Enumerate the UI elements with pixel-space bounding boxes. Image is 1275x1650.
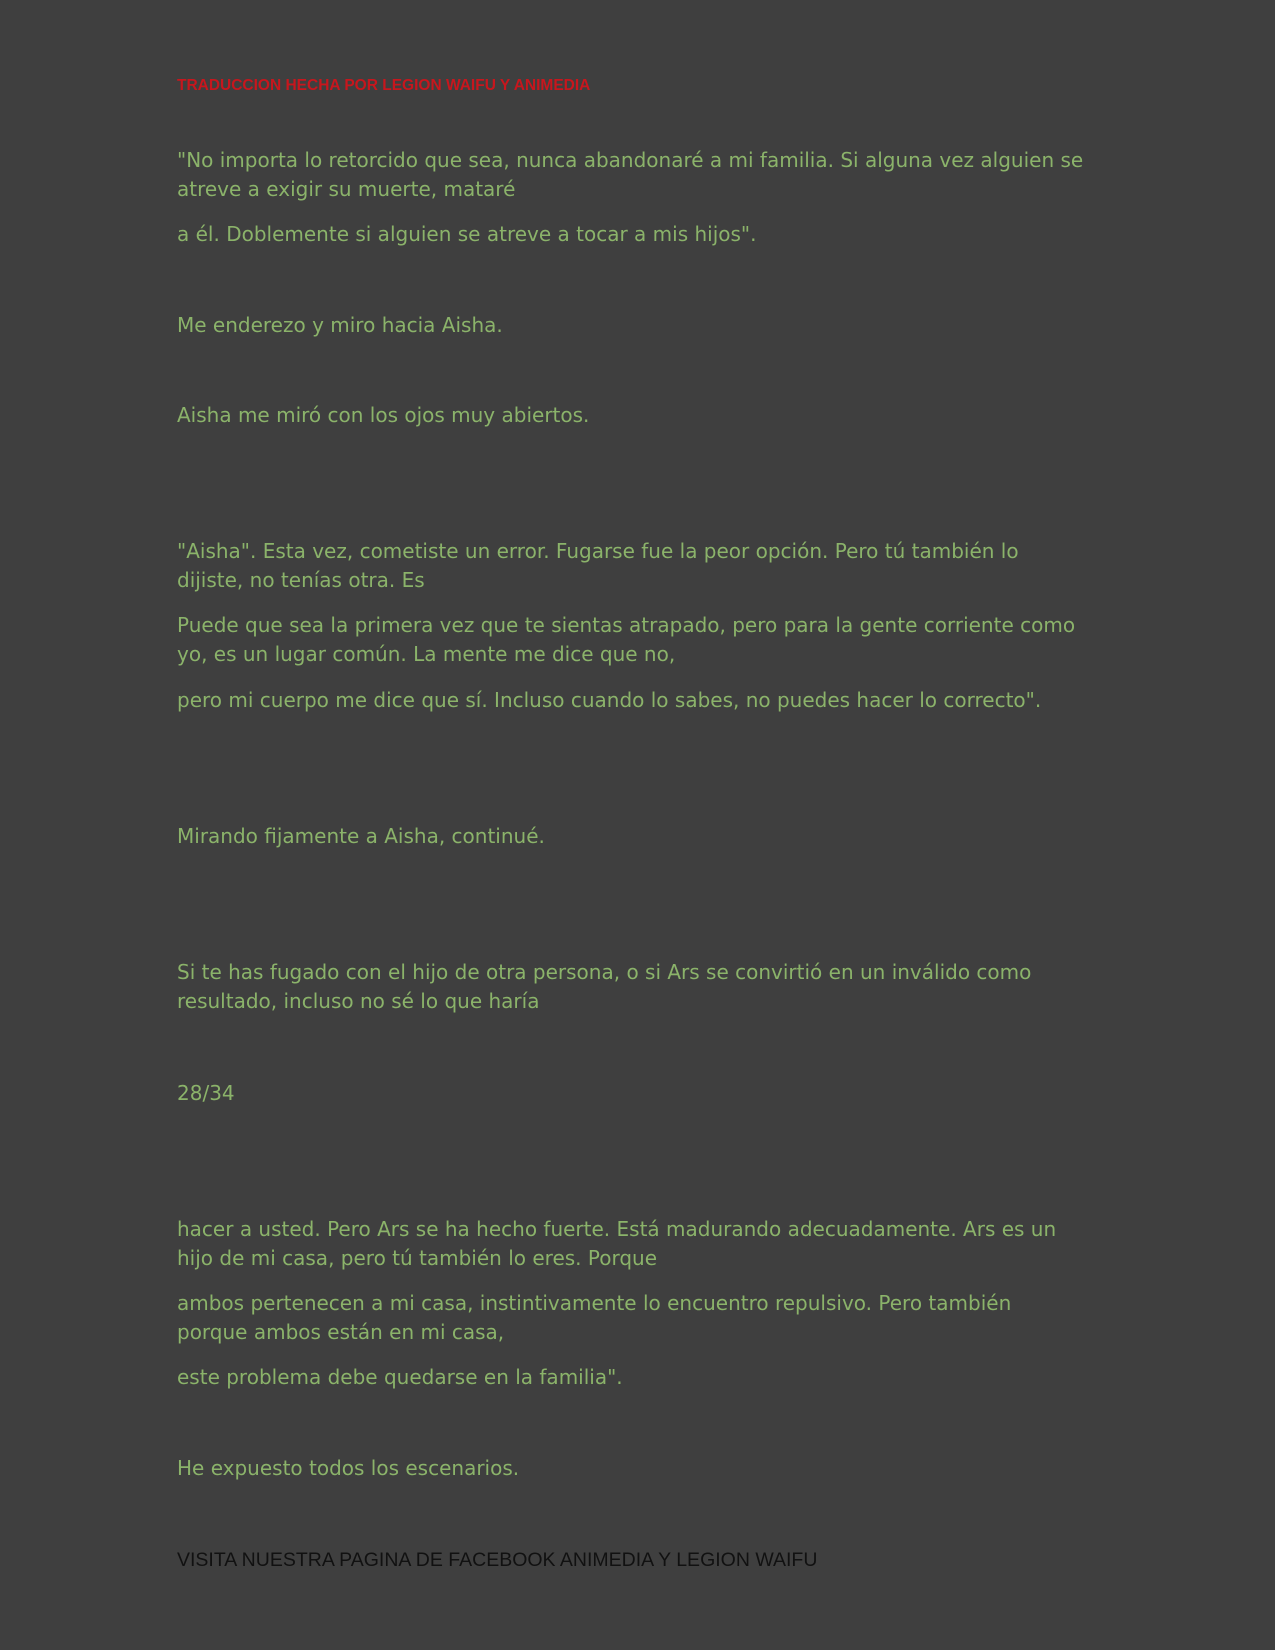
paragraph-1: "No importa lo retorcido que sea, nunca abandonaré a mi familia. Si alguna vez alguien se atreve a exigir su muerte, mataré (177, 148, 1084, 201)
paragraph-12: este problema debe quedarse en la familia". (177, 1365, 623, 1389)
facebook-promo-footer: VISITA NUESTRA PAGINA DE FACEBOOK ANIMEDIA Y LEGION WAIFU (177, 1549, 818, 1571)
paragraph-10: hacer a usted. Pero Ars se ha hecho fuerte. Está madurando adecuadamente. Ars es un hijo de mi casa, pero tú también lo eres. Porque (177, 1217, 1057, 1270)
paragraph-13: He expuesto todos los escenarios. (177, 1456, 520, 1480)
paragraph-3: Me enderezo y miro hacia Aisha. (177, 313, 503, 337)
paragraph-11: ambos pertenecen a mi casa, instintivamente lo encuentro repulsivo. Pero también porque ambos están en mi casa, (177, 1291, 1012, 1344)
paragraph-5: "Aisha". Esta vez, cometiste un error. Fugarse fue la peor opción. Pero tú también lo dijiste, no tenías otra. Es (177, 539, 1019, 592)
paragraph-8: Mirando fijamente a Aisha, continué. (177, 824, 545, 848)
page-number: 28/34 (177, 1081, 235, 1105)
paragraph-2: a él. Doblemente si alguien se atreve a tocar a mis hijos". (177, 222, 757, 246)
paragraph-6: Puede que sea la primera vez que te sientas atrapado, pero para la gente corriente como yo, es un lugar común. La mente me dice que no, (177, 613, 1076, 666)
paragraph-4: Aisha me miró con los ojos muy abiertos. (177, 403, 590, 427)
paragraph-9: Si te has fugado con el hijo de otra persona, o si Ars se convirtió en un inválido como resultado, incluso no sé lo que haría (177, 960, 1032, 1013)
translation-credit-header: TRADUCCION HECHA POR LEGION WAIFU Y ANIMEDIA (177, 77, 591, 94)
paragraph-7: pero mi cuerpo me dice que sí. Incluso cuando lo sabes, no puedes hacer lo correcto". (177, 688, 1042, 712)
